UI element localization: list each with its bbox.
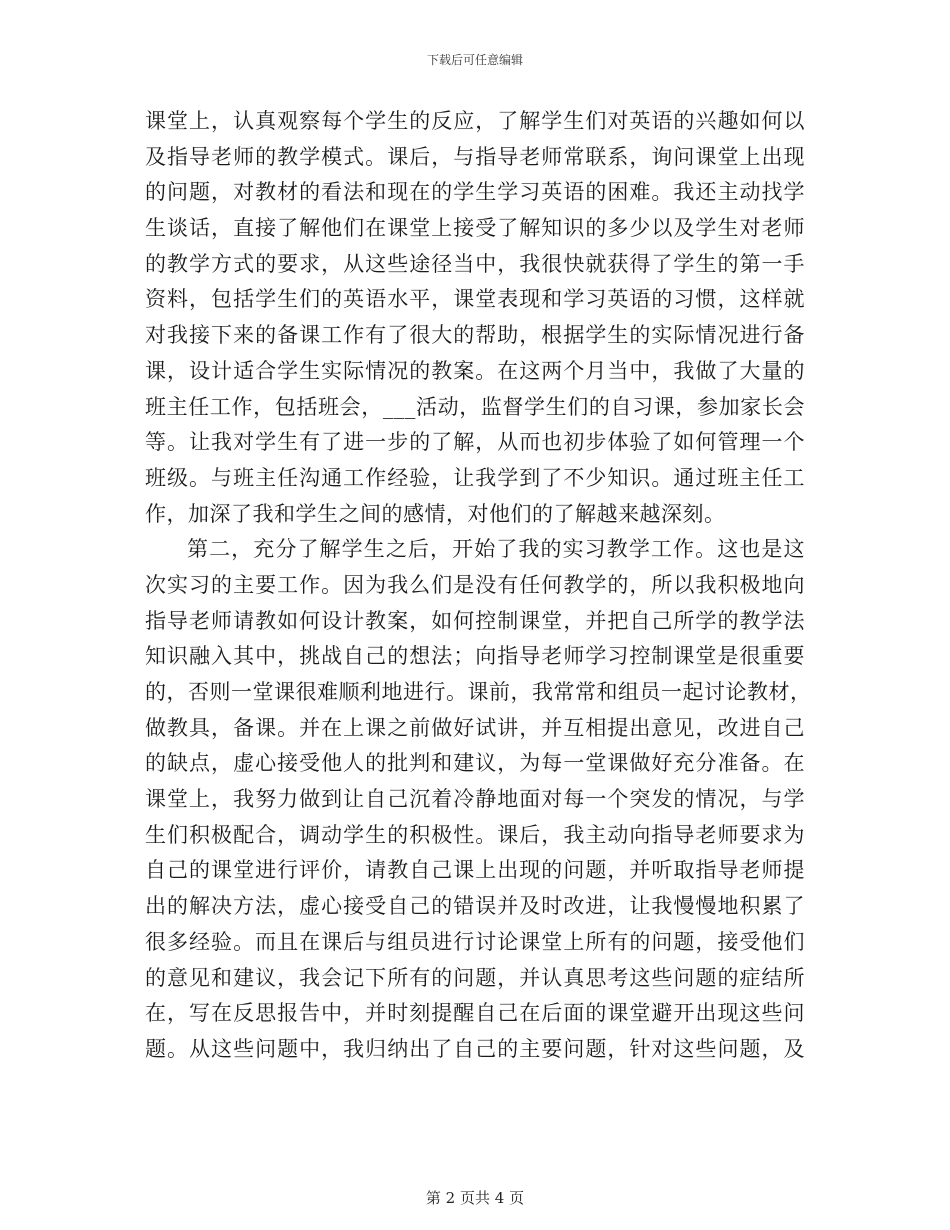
text-line: 自己的课堂进行评价，请教自己课上出现的问题，并听取指导老师提 (145, 858, 805, 883)
text-line: 第二，充分了解学生之后，开始了我的实习教学工作。这也是这 (187, 537, 805, 562)
text-line: 指导老师请教如何设计教案，如何控制课堂，并把自己所学的教学法 (145, 608, 805, 633)
text-line: 作，加深了我和学生之间的感情，对他们的了解越来越深刻。 (145, 501, 726, 526)
text-line: 的教学方式的要求，从这些途径当中，我很快就获得了学生的第一手 (145, 251, 805, 276)
text-line: 课，设计适合学生实际情况的教案。在这两个月当中，我做了大量的 (145, 358, 805, 383)
text-line: 知识融入其中，挑战自己的想法；向指导老师学习控制课堂是很重要 (145, 644, 805, 669)
text-line: 课堂上，认真观察每个学生的反应，了解学生们对英语的兴趣如何以 (145, 109, 805, 133)
text-line: 很多经验。而且在课后与组员进行讨论课堂上所有的问题，接受他们 (145, 929, 805, 954)
text-line: 的，否则一堂课很难顺利地进行。课前，我常常和组员一起讨论教材， (145, 680, 812, 704)
page-header: 下载后可任意编辑 (426, 53, 523, 67)
text-line: 的缺点，虚心接受他人的批判和建议，为每一堂课做好充分准备。在 (145, 751, 805, 776)
text-line: 的意见和建议，我会记下所有的问题，并认真思考这些问题的症结所 (145, 965, 805, 990)
text-line: 对我接下来的备课工作有了很大的帮助，根据学生的实际情况进行备 (145, 323, 805, 348)
text-line: 资料，包括学生们的英语水平，课堂表现和学习英语的习惯，这样就 (145, 287, 805, 312)
text-line: 题。从这些问题中，我归纳出了自己的主要问题，针对这些问题，及 (145, 1036, 805, 1061)
paragraph-2 (145, 532, 812, 1067)
text-line: 班级。与班主任沟通工作经验，让我学到了不少知识。通过班主任工 (145, 465, 805, 490)
text-line: 课堂上，我努力做到让自己沉着冷静地面对每一个突发的情况，与学 (145, 787, 805, 812)
text-line: 班主任工作，包括班会，___活动，监督学生们的自习课，参加家长会 (145, 394, 805, 419)
text-line: 次实习的主要工作。因为我么们是没有任何教学的，所以我积极地向 (145, 572, 805, 597)
text-line: 的问题，对教材的看法和现在的学生学习英语的困难。我还主动找学 (145, 180, 805, 205)
document-body (145, 104, 812, 1068)
text-line: 出的解决方法，虚心接受自己的错误并及时改进，让我慢慢地积累了 (145, 894, 805, 919)
text-line: 生们积极配合，调动学生的积极性。课后，我主动向指导老师要求为 (145, 822, 805, 847)
page-footer: 第 2 页共 4 页 (425, 1189, 525, 1207)
paragraph-1 (145, 104, 805, 532)
text-line: 生谈话，直接了解他们在课堂上接受了解知识的多少以及学生对老师 (145, 216, 805, 241)
text-line: 等。让我对学生有了进一步的了解，从而也初步体验了如何管理一个 (145, 430, 805, 455)
text-line: 及指导老师的教学模式。课后，与指导老师常联系，询问课堂上出现 (145, 144, 805, 169)
text-line: 做教具，备课。并在上课之前做好试讲，并互相提出意见，改进自己 (145, 715, 805, 740)
text-line: 在，写在反思报告中，并时刻提醒自己在后面的课堂避开出现这些问 (145, 1001, 805, 1026)
